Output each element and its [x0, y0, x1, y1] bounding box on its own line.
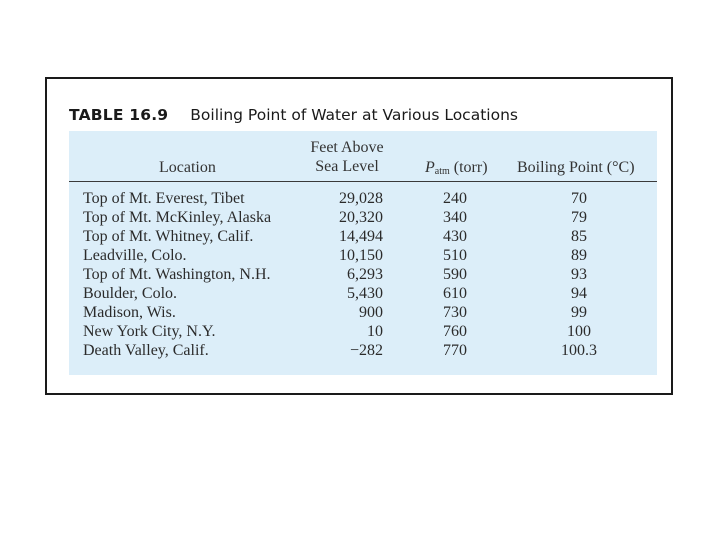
cell-boiling-point: 70 [571, 190, 587, 207]
cell-location: Top of Mt. Washington, N.H. [83, 266, 271, 283]
cell-feet: 10 [367, 323, 383, 340]
cell-boiling-point: 100 [567, 323, 591, 340]
table-header [69, 131, 657, 182]
slide-frame [45, 77, 673, 395]
cell-location: New York City, N.Y. [83, 323, 216, 340]
header-patm [425, 158, 488, 181]
cell-boiling-point: 93 [571, 266, 587, 283]
cell-boiling-point: 85 [571, 228, 587, 245]
table-title: Boiling Point of Water at Various Locations [190, 106, 518, 124]
cell-location: Leadville, Colo. [83, 247, 187, 264]
table-number: TABLE 16.9 [69, 106, 169, 124]
cell-feet: 14,494 [339, 228, 383, 245]
table-row [69, 227, 657, 246]
table-row [69, 189, 657, 208]
header-location: Location [159, 159, 216, 176]
header-patm-unit: (torr) [449, 159, 488, 176]
cell-patm: 610 [443, 285, 467, 302]
cell-location: Top of Mt. Whitney, Calif. [83, 228, 254, 245]
cell-location: Top of Mt. Everest, Tibet [83, 190, 245, 207]
cell-feet: 5,430 [347, 285, 383, 302]
table-row [69, 341, 657, 360]
cell-patm: 730 [443, 304, 467, 321]
cell-boiling-point: 100.3 [561, 342, 597, 359]
header-boiling-point: Boiling Point (°C) [517, 159, 635, 176]
header-feet-above-sea-level [297, 138, 397, 176]
cell-feet: 900 [359, 304, 383, 321]
cell-boiling-point: 94 [571, 285, 587, 302]
cell-patm: 760 [443, 323, 467, 340]
data-table [69, 131, 657, 375]
table-row [69, 322, 657, 341]
cell-location: Top of Mt. McKinley, Alaska [83, 209, 272, 226]
cell-feet: 20,320 [339, 209, 383, 226]
table-body [69, 189, 657, 360]
cell-feet: 29,028 [339, 190, 383, 207]
cell-boiling-point: 79 [571, 209, 587, 226]
cell-feet: 10,150 [339, 247, 383, 264]
header-patm-symbol: P [425, 159, 435, 176]
header-feet-line2: Sea Level [315, 158, 379, 175]
header-patm-subscript: atm [434, 166, 450, 177]
table-row [69, 246, 657, 265]
cell-patm: 240 [443, 190, 467, 207]
cell-location: Boulder, Colo. [83, 285, 178, 302]
cell-patm: 590 [443, 266, 467, 283]
cell-feet: −282 [349, 342, 383, 359]
table-row [69, 265, 657, 284]
header-feet-line1: Feet Above [310, 139, 384, 156]
table-row [69, 208, 657, 227]
table-caption [69, 103, 518, 127]
cell-feet: 6,293 [347, 266, 383, 283]
cell-patm: 340 [443, 209, 467, 226]
cell-location: Death Valley, Calif. [83, 342, 209, 359]
cell-patm: 770 [443, 342, 467, 359]
cell-patm: 510 [443, 247, 467, 264]
cell-boiling-point: 99 [571, 304, 587, 321]
cell-boiling-point: 89 [571, 247, 587, 264]
cell-patm: 430 [443, 228, 467, 245]
cell-location: Madison, Wis. [83, 304, 176, 321]
table-row [69, 303, 657, 322]
table-row [69, 284, 657, 303]
